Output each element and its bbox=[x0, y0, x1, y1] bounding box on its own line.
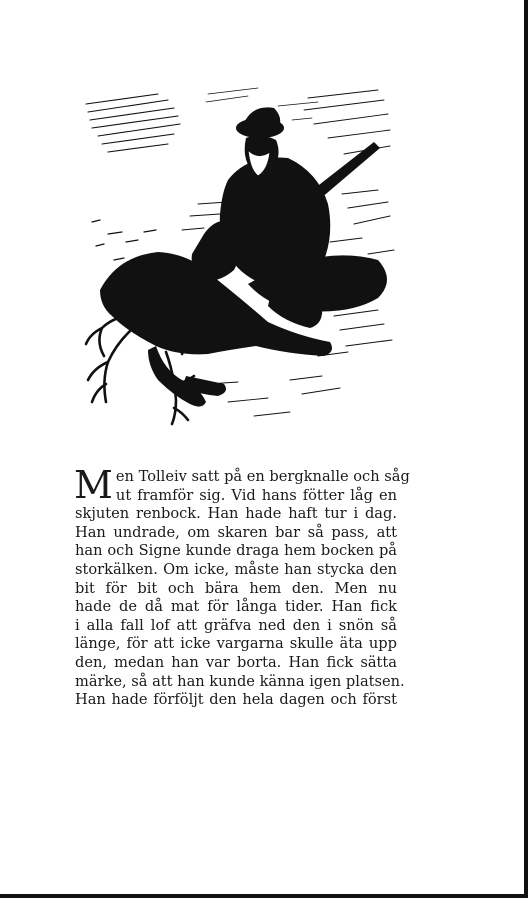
story-text bbox=[74, 463, 410, 710]
story-line: bit för bit och bära hem den. Men nu bbox=[75, 579, 397, 597]
story-line: Han hade förföljt den hela dagen och först bbox=[75, 691, 397, 709]
story-line: den, medan han var borta. Han fick sätta bbox=[75, 653, 397, 671]
story-line: Han undrade, om skaren bar så pass, att bbox=[75, 523, 397, 541]
story-line: storkälken. Om icke, måste han stycka den bbox=[75, 560, 397, 578]
story-line: en Tolleiv satt på en bergknalle och såg bbox=[115, 468, 410, 485]
dropcap-letter: M bbox=[74, 463, 113, 507]
page-edge-bottom bbox=[0, 894, 528, 898]
story-line: länge, för att icke vargarna skulle äta upp bbox=[75, 635, 397, 653]
story-line: hade de då mat för långa tider. Han fick bbox=[75, 598, 397, 616]
story-line: ut framför sig. Vid hans fötter låg en bbox=[115, 486, 397, 504]
story-line: han och Signe kunde draga hem bocken på bbox=[75, 542, 397, 560]
story-line: skjuten renbock. Han hade haft tur i dag. bbox=[75, 505, 397, 523]
story-line: i alla fall lof att gräfva ned den i snön så bbox=[75, 616, 397, 634]
hunter-reindeer-illustration bbox=[78, 84, 398, 429]
story-line: märke, så att han kunde känna igen platsen. bbox=[75, 672, 405, 690]
page-edge-right bbox=[524, 0, 528, 898]
